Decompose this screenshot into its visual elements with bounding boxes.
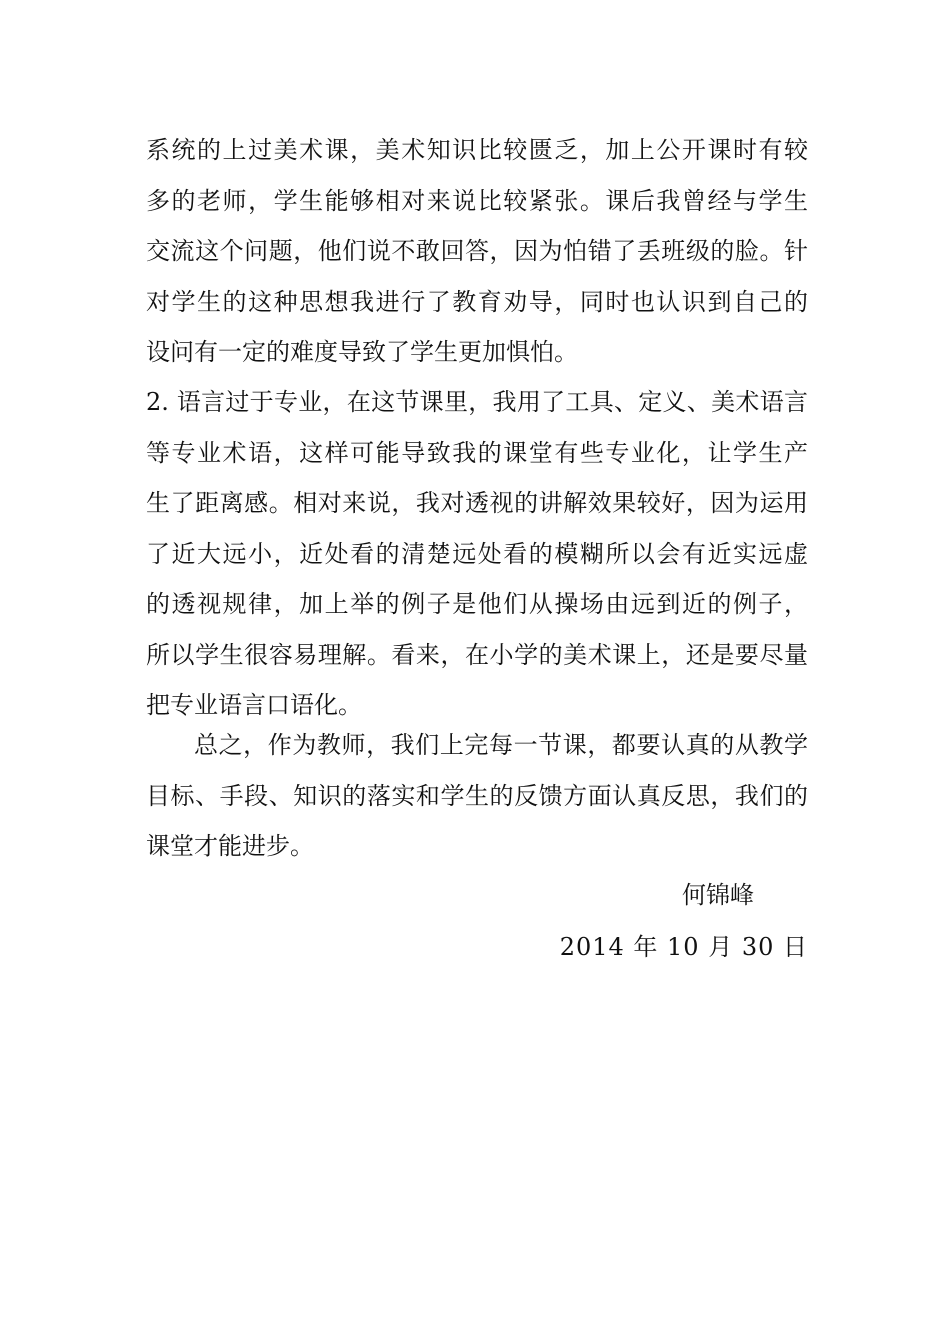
paragraph-1-line-1: 系统的上过美术课，美术知识比较匮乏，加上公开课时有较 <box>146 136 808 164</box>
paragraph-2 <box>146 377 808 731</box>
paragraph-1-line-2: 多的老师，学生能够相对来说比较紧张。课后我曾经与学生 <box>146 186 808 215</box>
paragraph-3-line-1: 总之，作为教师，我们上完每一节课，都要认真的从教学 <box>194 731 808 759</box>
author-signature: 何锦峰 <box>682 881 754 909</box>
paragraph-3-line-2: 目标、手段、知识的落实和学生的反馈方面认真反思，我们的 <box>146 781 808 810</box>
paragraph-2-line-2: 等专业术语，这样可能导致我的课堂有些专业化，让学生产 <box>146 438 808 467</box>
paragraph-2-line-3: 生了距离感。相对来说，我对透视的讲解效果较好，因为运用 <box>146 489 808 517</box>
paragraph-1-line-4: 对学生的这种思想我进行了教育劝导，同时也认识到自己的 <box>146 287 808 316</box>
paragraph-3-line-3: 课堂才能进步。 <box>146 832 314 860</box>
paragraph-3 <box>146 720 808 872</box>
paragraph-2-line-5: 的透视规律，加上举的例子是他们从操场由远到近的例子， <box>146 590 808 618</box>
paragraph-2-line-1: 2. 语言过于专业，在这节课里，我用了工具、定义、美术语言 <box>146 388 808 416</box>
paragraph-2-line-4: 了近大远小，近处看的清楚远处看的模糊所以会有近实远虚 <box>146 539 808 568</box>
document-date: 2014 年 10 月 30 日 <box>559 933 808 961</box>
paragraph-2-line-6: 所以学生很容易理解。看来，在小学的美术课上，还是要尽量 <box>146 640 808 669</box>
paragraph-1-line-5: 设问有一定的难度导致了学生更加惧怕。 <box>146 338 578 366</box>
paragraph-2-line-7: 把专业语言口语化。 <box>146 691 362 719</box>
paragraph-1 <box>146 125 808 378</box>
paragraph-1-line-3: 交流这个问题，他们说不敢回答，因为怕错了丢班级的脸。针 <box>146 237 808 265</box>
